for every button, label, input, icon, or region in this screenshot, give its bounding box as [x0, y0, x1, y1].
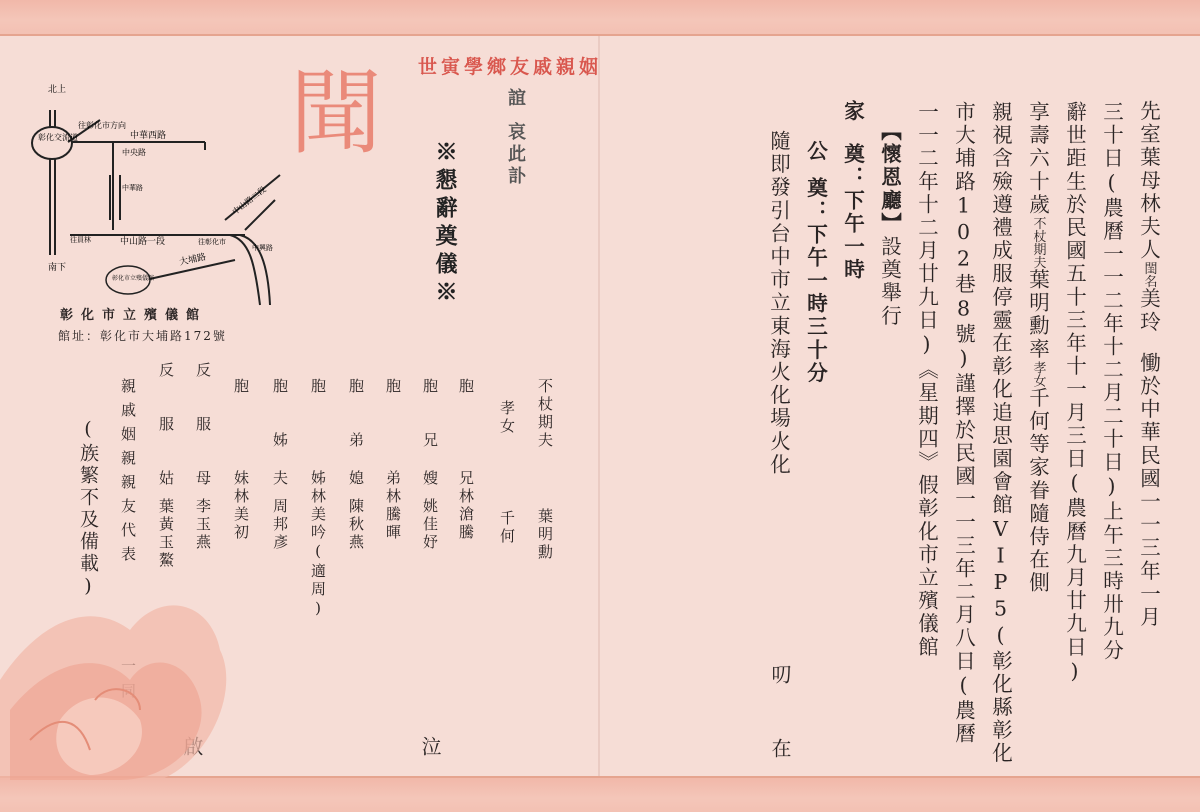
top-border [0, 0, 1200, 34]
map-to-changhua2: 往彰化市 [198, 238, 226, 246]
yi-character: 誼 [505, 88, 526, 106]
mourner-relation-11: 反服姑葉黃玉鰲 [157, 362, 175, 570]
mourner-name-3: 兄林滄騰 [457, 470, 475, 542]
mourner-relation-3: 胞 [457, 378, 475, 396]
mian-ci-dian-yi: ※懇辭奠儀※ [432, 140, 458, 308]
obit-col-6: 市大埔路102巷8號)謹擇於民國一一三年二月八日(農曆 [951, 101, 976, 746]
map-south: 南下 [48, 263, 67, 273]
header-title: 世寅學鄉友戚親姻 [418, 56, 603, 78]
map-zhongxing: 中興路 [252, 244, 273, 252]
mourner-name-9: 妹林美初 [232, 470, 250, 542]
obit-col-8: 【懷恩廳】設奠舉行 [877, 120, 902, 328]
obit-col-2: 三十日(農曆一一二年十二月二十日)上午三時卅九分 [1099, 101, 1124, 663]
mourner-relation-9: 胞 [232, 378, 250, 396]
map-funeral-home: 彰化市立殯儀館 [112, 275, 155, 282]
aici-fu: 哀此訃 [505, 122, 526, 188]
map-caption: 彰化市立殯儀館 [60, 308, 208, 323]
mourner-name-1: 葉明勳 [536, 508, 554, 562]
obit-col-1: 先室葉母林夫人閨名美玲慟於中華民國一一三年一月 [1136, 100, 1161, 630]
mourner-relation-2: 孝女 [498, 400, 516, 436]
mourner-relation-6: 胞 [347, 378, 365, 396]
obit-col-3: 辭世距生於民國五十三年十一月三日(農曆九月廿九日) [1062, 101, 1087, 686]
mourner-rel-8b: 姊 [271, 432, 289, 450]
obit-col-10: 公奠：下午一時三十分 [803, 140, 828, 386]
mourner-name-4: 嫂姚佳妤 [421, 470, 439, 552]
mourner-name-6: 媳陳秋燕 [347, 470, 365, 552]
obit-col-11: 隨即發引台中市立東海火化場火化 [766, 130, 791, 477]
map-interchange: 彰化交流道 [38, 133, 78, 142]
peony-flower-decoration [0, 560, 240, 780]
mourner-relation-8: 胞 [271, 378, 289, 396]
wen-character: 聞 [290, 60, 383, 167]
qi2-character: 泣 [418, 736, 442, 756]
obit-col-4: 享壽六十歲不杖期夫葉明勳率孝女千何等家眷隨侍在側 [1025, 101, 1050, 595]
mourner-relation-12: 親戚姻親親友代表 [119, 378, 137, 570]
zai-char: 在 [768, 738, 792, 758]
top-border-line [0, 34, 1200, 36]
map-north: 北上 [48, 85, 67, 95]
zu-fan-bu-ji: (族繁不及備載) [77, 418, 99, 600]
mourner-relation-5: 胞 [384, 378, 402, 396]
map-zhonghua-rd: 中華路 [122, 184, 143, 192]
map-address: 館址：彰化市大埔路172號 [58, 329, 227, 343]
map-zhonghua-w: 中華西路 [130, 131, 167, 141]
die-char: 叨 [768, 664, 792, 684]
mourner-rel-6b: 弟 [347, 432, 365, 450]
mourner-name-2: 千何 [498, 510, 516, 546]
mourner-name-7: 姊林美吟(適周) [309, 470, 327, 620]
mourner-relation-7: 胞 [309, 378, 327, 396]
map-zhongshan-1: 中山路一段 [120, 237, 166, 247]
mourner-name-5: 弟林騰暉 [384, 470, 402, 542]
mourner-relation-1: 不杖期夫 [536, 378, 554, 450]
mourner-name-8: 夫周邦彥 [271, 470, 289, 552]
obit-col-7: 一一二年十二月廿九日)《星期四》假彰化市立殯儀館 [914, 101, 939, 659]
obit-col-9: 家奠：下午一時 [840, 100, 865, 282]
mourner-rel-4b: 兄 [421, 432, 439, 450]
obit-col-5: 親視含殮遵禮成服停靈在彰化追思園會館VIP5(彰化縣彰化 [988, 101, 1013, 766]
map-zhongyang: 中央路 [122, 148, 146, 157]
center-fold [598, 36, 600, 776]
map-zhongshan-2: 中山路二段 [230, 184, 268, 217]
map-dapu: 大埔路 [178, 252, 208, 268]
map-to-changhua: 往彰化市方向 [78, 121, 126, 130]
mourner-relation-10: 反服母李玉燕 [194, 362, 212, 552]
map-to-yuanlin: 往員林 [70, 236, 91, 244]
mourner-relation-4: 胞 [421, 378, 439, 396]
bottom-border [0, 778, 1200, 812]
